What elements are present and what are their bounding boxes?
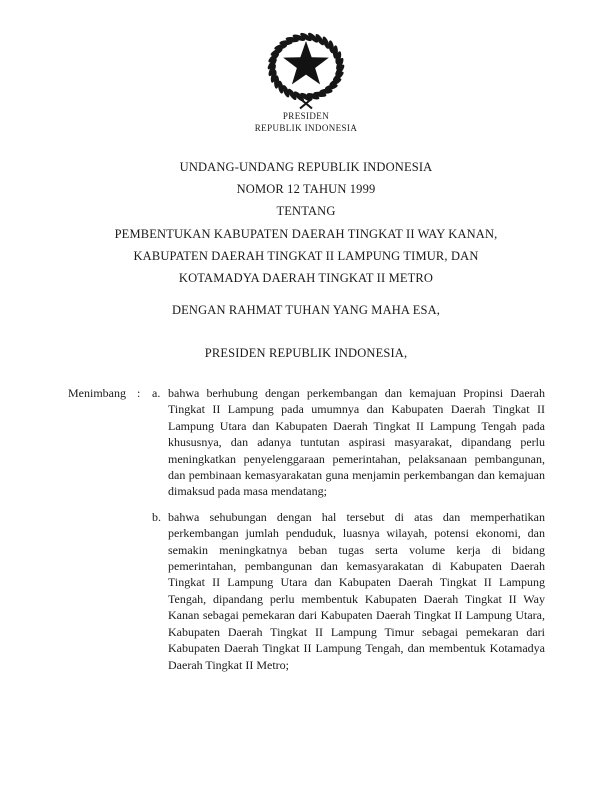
consideration-item	[68, 509, 545, 673]
law-subject-line: KABUPATEN DAERAH TINGKAT II LAMPUNG TIMUR, DAN	[133, 248, 479, 263]
presidential-seal-icon	[261, 28, 351, 112]
law-title-block	[0, 156, 612, 289]
letterhead	[0, 111, 612, 134]
law-subject-line: KOTAMADYA DAERAH TINGKAT II METRO	[178, 271, 434, 286]
star-icon	[283, 41, 329, 84]
item-text: bahwa berhubung dengan perkembangan dan kemajuan Propinsi Daerah Tingkat II Lampung pada umumnya dan Kabupaten Daerah Tingkat II Lampung Utara dan Kabupaten Daerah Tingkat II Lampung Tengah pada khususnya, dan adanya tuntutan aspirasi masyarakat, dipandang perlu meningkatkan penyelenggaraan pemerintahan, pelaksanaan pembangunan, dan pembinaan kemasyarakatan guna menjamin perkembangan dan kemajuan dimaksud pada masa mendatang;	[168, 386, 545, 499]
menimbang-label: Menimbang	[68, 386, 126, 400]
law-title-line: UNDANG-UNDANG REPUBLIK INDONESIA	[179, 160, 433, 174]
consideration-item	[68, 385, 545, 500]
seal-ribbon	[300, 99, 312, 109]
law-number-line: NOMOR 12 TAHUN 1999	[236, 182, 376, 197]
item-marker: a.	[152, 386, 161, 400]
law-tentang-line: TENTANG	[276, 204, 336, 219]
item-text: bahwa sehubungan dengan hal tersebut di atas dan memperhatikan perkembangan jumlah penduduk, luasnya wilayah, potensi ekonomi, dan semakin meningkatnya beban tugas serta volume kerja di bidang pemerintahan, pembangunan dan kemasyarakatan di Kabupaten Daerah Tingkat II Lampung Utara dan Kabupaten Daerah Tingkat II Lampung Tengah, dipandang perlu membentuk Kabupaten Daerah Tingkat II Way Kanan sebagai pemekaran dari Kabupaten Daerah Tingkat II Lampung Utara, Kabupaten Daerah Tingkat II Lampung Timur sebagai pemekaran dari Kabupaten Daerah Tingkat II Lampung Tengah, dan membentuk Kotamadya Daerah Tingkat II Metro;	[168, 509, 545, 672]
law-subject-line: PEMBENTUKAN KABUPATEN DAERAH TINGKAT II WAY KANAN,	[114, 226, 498, 241]
considerations-section	[68, 385, 545, 673]
invocation-line: DENGAN RAHMAT TUHAN YANG MAHA ESA,	[171, 303, 441, 317]
letterhead-presiden: PRESIDEN	[282, 111, 330, 121]
menimbang-colon: :	[137, 386, 141, 400]
letterhead-republik-indonesia: REPUBLIK INDONESIA	[254, 122, 358, 133]
item-marker: b.	[152, 509, 161, 524]
authority-line: PRESIDEN REPUBLIK INDONESIA,	[204, 346, 408, 360]
